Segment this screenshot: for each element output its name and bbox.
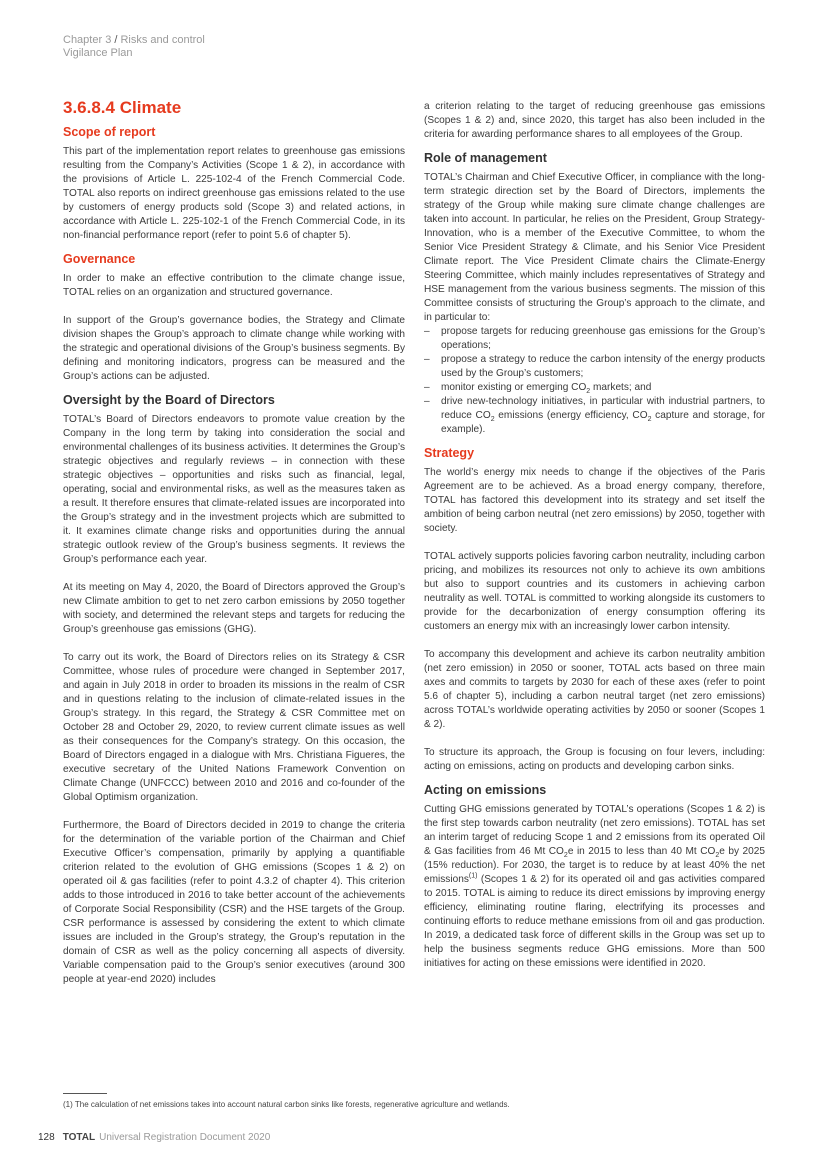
subsection-label: Vigilance Plan: [63, 47, 133, 59]
oversight-paragraph-3: To carry out its work, the Board of Directors relies on its Strategy & CSR Committee, whose rules of procedure were changed in September 2017, and again in July 2018 in order to broaden its missions in the realm of CSR and in questions relating to the inclusion of climate-related issues in the Group’s strategy. In this regard, the Strategy & CSR Committee met on October 28 and October 29, 2020, to review current climate issues as well as their consequences for the Company’s strategy. On this occasion, the Board of Directors engaged in a dialogue with Mrs. Christiana Figueres, the executive secretary of the United Nations Framework Convention on Climate Change (UNFCCC) between 2010 and 2016 and co-founder of the Global Optimism organization.: [63, 652, 405, 803]
footnote-marker: (1): [468, 872, 478, 880]
header-separator: /: [111, 34, 121, 46]
section-heading: [63, 98, 405, 118]
document-title: Universal Registration Document 2020: [99, 1132, 271, 1143]
governance-paragraph-1: In order to make an effective contribution to the climate change issue, TOTAL relies on an organization and structured governance.: [63, 273, 405, 298]
acting-heading: Acting on emissions: [424, 783, 547, 797]
strategy-paragraph-3: To accompany this development and achieve its carbon neutrality ambition (net zero emission) in 2050 or sooner, TOTAL acts based on three main axes and commits to targets by 2030 for each of these axes (refer to point 5.6 of chapter 5), including a carbon neutral target (net zero emissions) across TOTAL’s worldwide operating activities by 2050 or sooner (Scopes 1 & 2).: [424, 649, 765, 730]
scope-paragraph: This part of the implementation report relates to greenhouse gas emissions resulting from the Company’s Activities (Scope 1 & 2), in accordance with the provisions of Article L. 225-102-4 of the French Commercial Code. TOTAL also reports on indirect greenhouse gas emissions related to the use by customers of energy products sold (Scope 3) and related actions, in accordance with Article L. 225-102-1 of the French Commercial Code, in its non-financial performance report (refer to point 5.6 of chapter 5).: [63, 146, 405, 241]
chapter-label: Chapter 3: [63, 34, 112, 46]
footnote: (1) The calculation of net emissions takes into account natural carbon sinks like forests, regenerative agriculture and wetlands.: [63, 1100, 510, 1109]
section-title: Climate: [119, 98, 182, 117]
oversight-paragraph-4: Furthermore, the Board of Directors decided in 2019 to change the criteria for the determination of the variable portion of the Chairman and Chief Executive Officer’s compensation, primarily by applying a quantifiable criterion related to the evolution of GHG emissions (Scopes 1 & 2) on operated oil & gas facilities (refer to point 4.3.2 of chapter 4). This criterion adds to those introduced in 2016 to take better account of the achievements of Corporate Social Responsibility (CSR) and the HSE targets of the Group. CSR performance is assessed by considering the extent to which climate issues are included in the Group’s strategy, the Group’s reputation in the domain of CSR as well as the policy concerning all aspects of diversity. Variable compensation paid to the Group’s senior executives (around 300 people at year-end 2020) includes: [63, 820, 405, 985]
governance-paragraph-2: In support of the Group’s governance bodies, the Strategy and Climate division shapes the Group’s approach to climate change while working with the strategic and operational divisions of the Group’s business segments. By defining and monitoring indicators, progress can be measured and the Group’s actions can be adjusted.: [63, 315, 405, 382]
section-number: 3.6.8.4: [63, 98, 115, 117]
list-item: – propose targets for reducing greenhouse gas emissions for the Group’s operations;: [424, 325, 765, 353]
left-column: [63, 98, 405, 987]
brand-name: TOTAL: [62, 1132, 96, 1143]
strategy-heading: Strategy: [424, 446, 475, 460]
oversight-paragraph-2: At its meeting on May 4, 2020, the Board of Directors approved the Group’s new Climate ambition to get to net zero carbon emissions by 2050 together with society, and determined the relevant steps and targets for reducing the Group’s greenhouse gas emissions (GHG).: [63, 582, 405, 635]
continued-paragraph: a criterion relating to the target of reducing greenhouse gas emissions (Scopes 1 & 2) and, since 2020, this target has also been included in the criteria for awarding performance shares to all employees of the Group.: [424, 101, 765, 140]
running-header: [63, 34, 205, 60]
section-label: Risks and control: [120, 34, 205, 46]
oversight-paragraph-1: TOTAL’s Board of Directors endeavors to promote value creation by the Company in the long term by taking into consideration the social and environmental challenges of its business activities. It determines the Group’s strategic objectives and regularly reviews – in connection with these strategic objectives – opportunities and risks such as financial, legal, operating, social and environmental risks, as well as the measures taken as a result. It therefore ensures that climate-related issues are incorporated into the Group’s strategy and in the investment projects which are submitted to it. It examines climate change risks and opportunities during the annual strategic outlook review of the Group’s business segments. It reviews the Group’s performance each year.: [63, 414, 405, 565]
footnote-divider: [63, 1093, 107, 1094]
strategy-paragraph-2: TOTAL actively supports policies favoring carbon neutrality, including carbon pricing, and mobilizes its resources not only to achieve its own ambitions but also to support countries and its customers in achieving carbon neutrality as well. TOTAL is committed to working alongside its customers to provide for the decarbonization of energy consumption offering its customers an energy mix with an increasingly lower carbon intensity.: [424, 551, 765, 632]
management-list: [424, 325, 765, 437]
page-number: 128: [38, 1132, 55, 1143]
strategy-paragraph-1: The world’s energy mix needs to change if the objectives of the Paris Agreement are to be achieved. As a broad energy company, therefore, TOTAL has factored this development into its strategy and set itself the ambition of being carbon neutral (net zero emissions) by 2050, together with society.: [424, 467, 765, 534]
strategy-paragraph-4: To structure its approach, the Group is focusing on four levers, including: acting on emissions, acting on products and developing carbon sinks.: [424, 747, 765, 772]
management-heading: Role of management: [424, 151, 547, 165]
scope-heading: Scope of report: [63, 125, 156, 139]
management-paragraph: TOTAL’s Chairman and Chief Executive Officer, in compliance with the long-term strategic direction set by the Board of Directors, implements the strategy of the Group while making sure climate change challenges are taken into account. In particular, he relies on the President, Group Strategy-Innovation, who is a member of the Executive Committee, to whom the Senior Vice President Strategy & Climate, and his Senior Vice President Climate report. The Vice President Climate chairs the Climate-Energy Steering Committee, which mainly includes representatives of Strategy and HSE management from the various business segments. The mission of this Committee consists of structuring the Group’s approach to the climate, and in particular to:: [424, 172, 765, 323]
oversight-heading: Oversight by the Board of Directors: [63, 393, 275, 407]
list-item: – monitor existing or emerging $CO_2$ markets; and: [424, 381, 765, 395]
page-footer: [38, 1131, 270, 1144]
list-item: – propose a strategy to reduce the carbon intensity of the energy products used by the Group’s customers;: [424, 353, 765, 381]
right-column: [424, 100, 765, 971]
acting-paragraph: Cutting GHG emissions generated by TOTAL’s operations (Scopes 1 & 2) is the first step towards carbon neutrality (net zero emissions). TOTAL has set an interim target of reducing Scope 1 and 2 emissions from its operated Oil & Gas facilities from 46 Mt $CO_2e$ in 2015 to less than 40 Mt $CO_2e$ by 2025 (15% reduction). For 2030, the target is to reduce by at least 40% the net emissions$^{(1)}$ (Scopes 1 & 2) for its operated oil and gas activities compared to 2015. TOTAL is aiming to reduce its direct emissions by improving energy efficiency, eliminating routine flaring, electrifying its processes and continuing efforts to reduce methane emissions from oil and gas production. In 2019, a dedicated task force of different skills in the Group was set up to help the business segments reduce GHG emissions. More than 500 initiatives for acting on these emissions were identified in 2020.: [424, 804, 765, 969]
list-item: – drive new-technology initiatives, in particular with industrial partners, to reduce $CO_2$ emissions (energy efficiency, $CO_2$ capture and storage, for example).: [424, 395, 765, 437]
governance-heading: Governance: [63, 252, 136, 266]
